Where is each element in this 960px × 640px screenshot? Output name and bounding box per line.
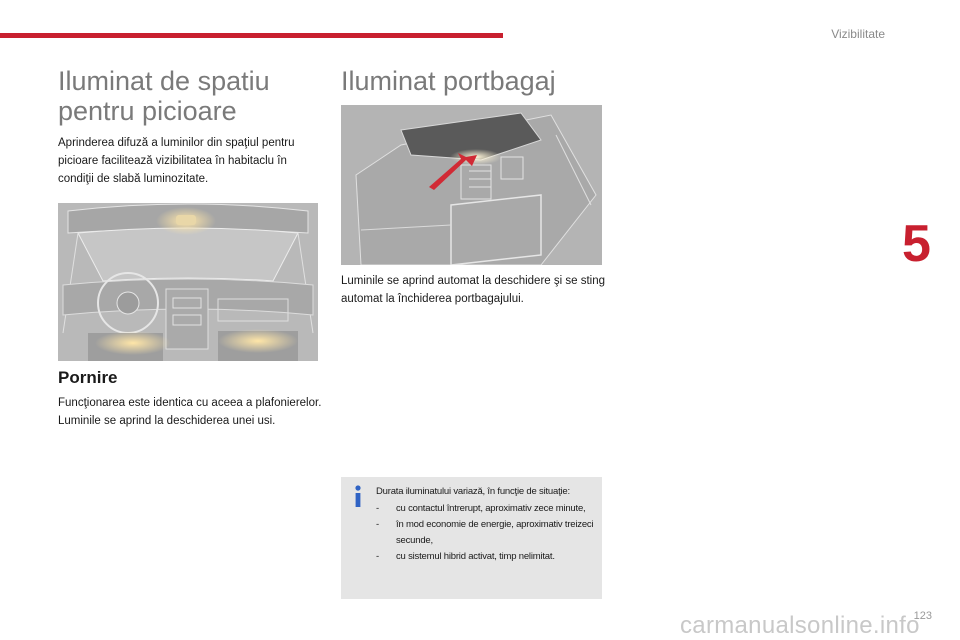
- info-icon: [353, 485, 363, 507]
- pornire-paragraph: Funcţionarea este identica cu aceea a plafonierelor. Luminile se aprind la deschiderea unei usi.: [58, 397, 322, 427]
- info-list: [376, 501, 598, 565]
- footwell-lighting-paragraph: Aprinderea difuză a luminilor din spaţiul pentru picioare facilitează vizibilitatea în habitaclu în condiţii de slabă luminozitate.: [58, 137, 295, 185]
- chapter-number: 5: [902, 215, 931, 273]
- trunk-lighting-paragraph: Luminile se aprind automat la deschidere şi se sting automat la închiderea portbagajului.: [341, 275, 606, 305]
- cabin-illustration: [58, 203, 318, 361]
- list-item: - în mod economie de energie, aproximativ treizeci secunde,: [376, 517, 598, 549]
- footwell-lighting-title: Iluminat de spatiu pentru picioare: [58, 66, 270, 126]
- section-title: Vizibilitate: [831, 27, 885, 41]
- list-item: - cu sistemul hibrid activat, timp nelimitat.: [376, 549, 598, 565]
- watermark: carmanualsonline.info: [680, 612, 920, 639]
- info-intro: Durata iluminatului variază, în funcţie de situaţie:: [376, 486, 570, 497]
- header-accent-bar: [0, 33, 503, 38]
- trunk-lighting-title: Iluminat portbagaj: [341, 66, 556, 96]
- pornire-heading: Pornire: [58, 368, 118, 387]
- info-box: [341, 477, 602, 599]
- trunk-illustration: [341, 105, 602, 265]
- page-number: 123: [913, 610, 932, 622]
- list-item: - cu contactul întrerupt, aproximativ zece minute,: [376, 501, 598, 517]
